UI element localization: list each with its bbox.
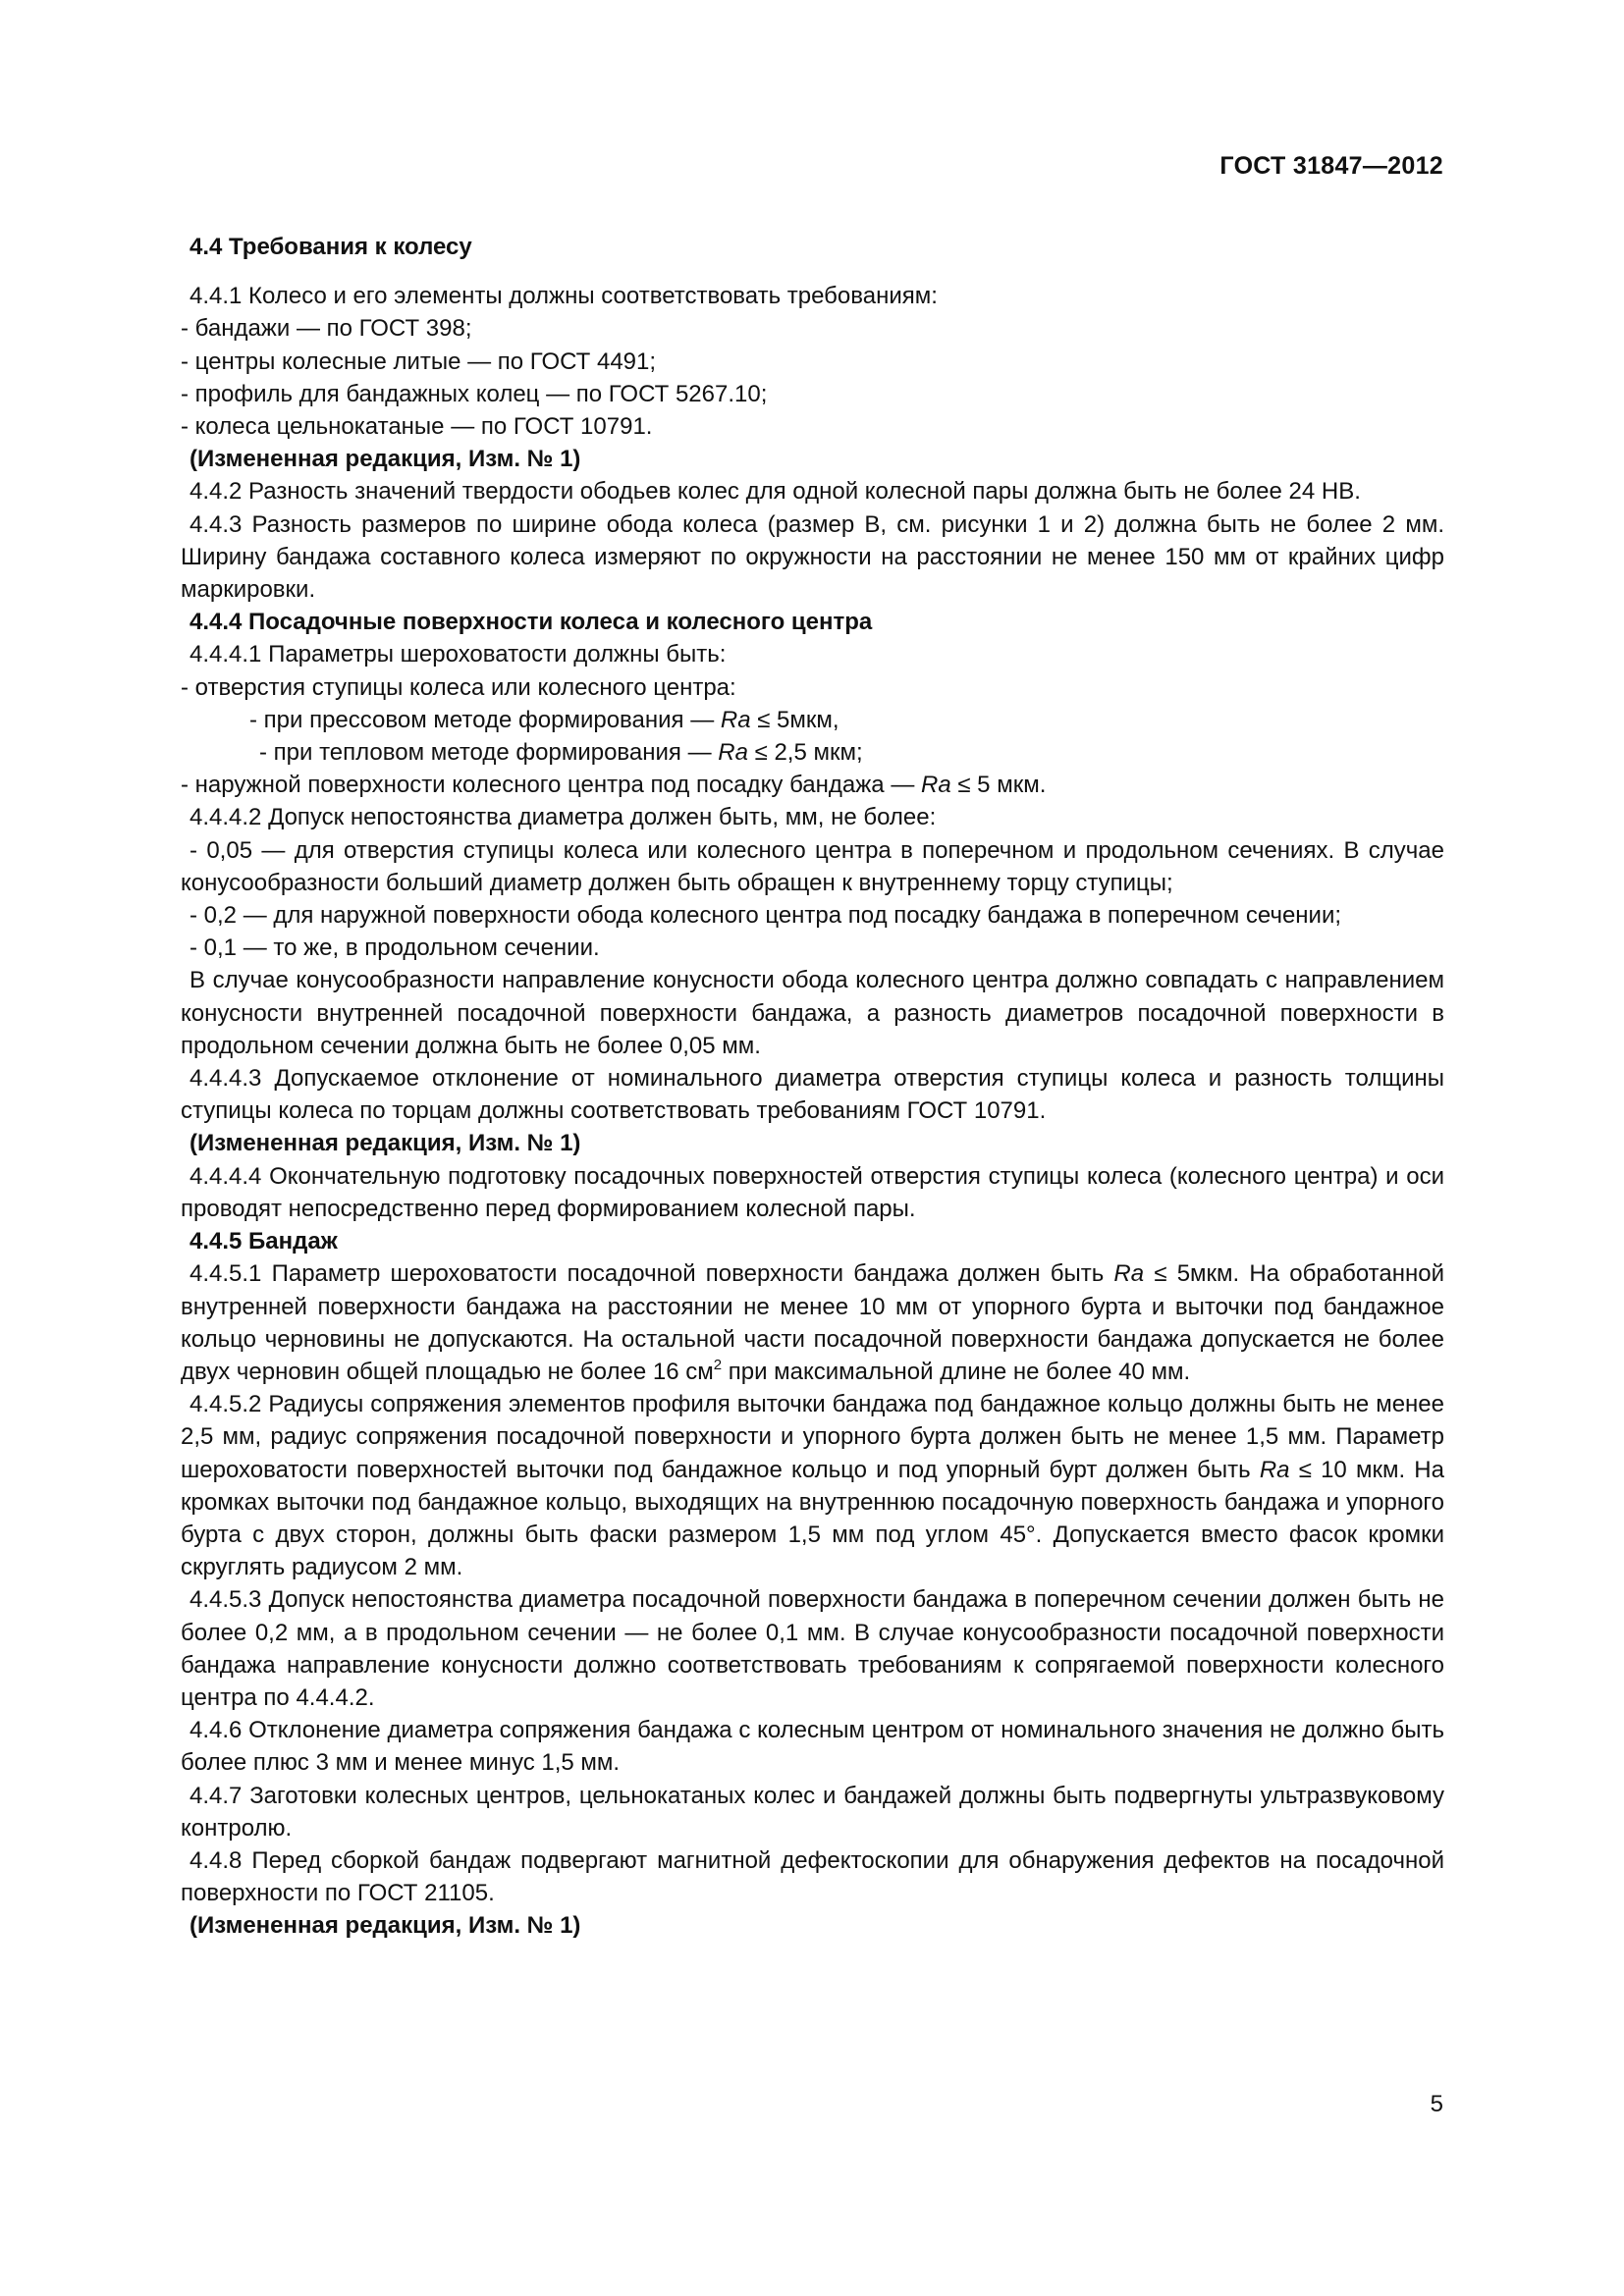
list-item: - 0,05 — для отверстия ступицы колеса или колесного центра в поперечном и продольном сечениях. В случае конусообразности больший диаметр должен быть обращен к внутреннему торцу ступицы; [181,836,1444,896]
clause-4-4-4-4: 4.4.4.4 Окончательную подготовку посадочных поверхностей отверстия ступицы колеса (колесного центра) и оси проводят непосредственно перед формированием колесной пары. [181,1162,1444,1222]
ra-symbol: Ra [718,739,748,767]
clause-4-4-5-2 [181,1388,1444,1583]
subsection-title-4-4-4: 4.4.4 Посадочные поверхности колеса и колесного центра [189,609,873,636]
clause-4-4-7: 4.4.7 Заготовки колесных центров, цельнокатаных колес и бандажей должны быть подвергнуты ультразвуковому контролю. [181,1782,1444,1842]
clause-4-4-5-3: 4.4.5.3 Допуск непостоянства диаметра посадочной поверхности бандажа в поперечном сечении должен быть не более 0,2 мм, а в продольном сечении — не более 0,1 мм. В случае конусообразности посадочной поверхности бандажа направление конусности должно соответствовать требованиям к сопрягаемой поверхности колесного центра по 4.4.4.2. [181,1586,1444,1711]
list-item: - 0,1 — то же, в продольном сечении. [189,934,600,962]
list-item: - профиль для бандажных колец — по ГОСТ 5267.10; [181,380,768,407]
list-item-text: ≤ 2,5 мкм; [747,739,863,767]
list-item: - бандажи — по ГОСТ 398; [181,315,472,343]
ra-symbol: Ra [1113,1260,1145,1288]
clause-4-4-8: 4.4.8 Перед сборкой бандаж подвергают магнитной дефектоскопии для обнаружения дефектов на посадочной поверхности по ГОСТ 21105. [181,1846,1444,1907]
clause-4-4-4-1: 4.4.4.1 Параметры шероховатости должны быть: [189,641,727,668]
paragraph: В случае конусообразности направление конусности обода колесного центра должно совпадать с направлением конусности внутренней посадочной поверхности бандажа, а разность диаметров посадочной поверхности в продольном сечении должна быть не более 0,05 мм. [181,967,1444,1059]
clause-4-4-5-1 [181,1257,1444,1388]
list-item: - отверстия ступицы колеса или колесного центра: [181,673,736,701]
list-item: - центры колесные литые — по ГОСТ 4491; [181,347,657,375]
clause-text: при максимальной длине не более 40 мм. [722,1358,1191,1385]
section-title: 4.4 Требования к колесу [189,234,472,260]
amendment-note: (Измененная редакция, Изм. № 1) [189,1130,581,1157]
clause-text: ≤ 5мкм. На обработанной внутренней поверхности бандажа на расстоянии не менее 10 мм от упорного бурта и выточки под бандажное кольцо черновины не допускаются. На остальной части посадочной поверхности бандажа допускается не более двух черновин общей площадью не более 16 см [181,1260,1444,1385]
clause-text: 4.4.5.1 Параметр шероховатости посадочной поверхности бандажа должен быть [189,1260,1114,1288]
subsection-title-4-4-5: 4.4.5 Бандаж [189,1228,338,1255]
list-item-text: ≤ 5 мкм. [950,772,1047,799]
list-item [181,736,1444,769]
ra-symbol: Ra [920,772,951,799]
amendment-note: (Измененная редакция, Изм. № 1) [189,446,581,473]
clause-4-4-4-2: 4.4.4.2 Допуск непостоянства диаметра должен быть, мм, не более: [189,804,937,831]
page-number: 5 [1430,2091,1443,2117]
amendment-note: (Измененная редакция, Изм. № 1) [189,1912,581,1940]
list-item-text: - наружной поверхности колесного центра под посадку бандажа — [181,772,921,799]
list-item-text: - при тепловом методе формирования — [259,739,719,767]
clause-text: 4.4.5.2 Радиусы сопряжения элементов профиля выточки бандажа под бандажное кольцо должны быть не менее 2,5 мм, радиус сопряжения посадочной поверхности и упорного бурта должен быть не менее 1,5 мм. Параметр шероховатости поверхностей выточки под бандажное кольцо и под упорный бурт должен быть [181,1391,1444,1483]
list-item-text: - при прессовом методе формирования — [249,706,721,733]
list-item: - 0,2 — для наружной поверхности обода колесного центра под посадку бандажа в поперечном сечении; [189,902,1342,930]
superscript: 2 [713,1356,723,1373]
ra-symbol: Ra [720,706,751,733]
clause-4-4-6: 4.4.6 Отклонение диаметра сопряжения бандажа с колесным центром от номинального значения не должно быть более плюс 3 мм и менее минус 1,5 мм. [181,1717,1444,1777]
list-item [181,769,1444,801]
clause-4-4-4-3: 4.4.4.3 Допускаемое отклонение от номинального диаметра отверстия ступицы колеса и разность толщины ступицы колеса по торцам должны соответствовать требованиям ГОСТ 10791. [181,1065,1444,1125]
ra-symbol: Ra [1259,1456,1290,1483]
clause-text: ≤ 10 мкм. На кромках выточки под бандажное кольцо, выходящих на внутреннюю посадочную поверхность бандажа и упорного бурта с двух сторон, должны быть фаски размером 1,5 мм под углом 45°. Допускается вместо фасок кромки скруглять радиусом 2 мм. [181,1456,1444,1581]
list-item [181,704,1444,736]
document-body [181,231,1444,1943]
list-item-text: ≤ 5мкм, [750,706,839,733]
document-header: ГОСТ 31847—2012 [1219,152,1443,180]
clause-4-4-2: 4.4.2 Разность значений твердости ободьев колес для одной колесной пары должна быть не более 24 НВ. [189,478,1361,506]
list-item: - колеса цельнокатаные — по ГОСТ 10791. [181,413,653,441]
clause-4-4-3: 4.4.3 Разность размеров по ширине обода колеса (размер В, см. рисунки 1 и 2) должна быть не более 2 мм. Ширину бандажа составного колеса измеряют по окружности на расстоянии не менее 150 мм от крайних цифр маркировки. [181,510,1444,604]
clause-4-4-1: 4.4.1 Колесо и его элементы должны соответствовать требованиям: [189,283,938,310]
